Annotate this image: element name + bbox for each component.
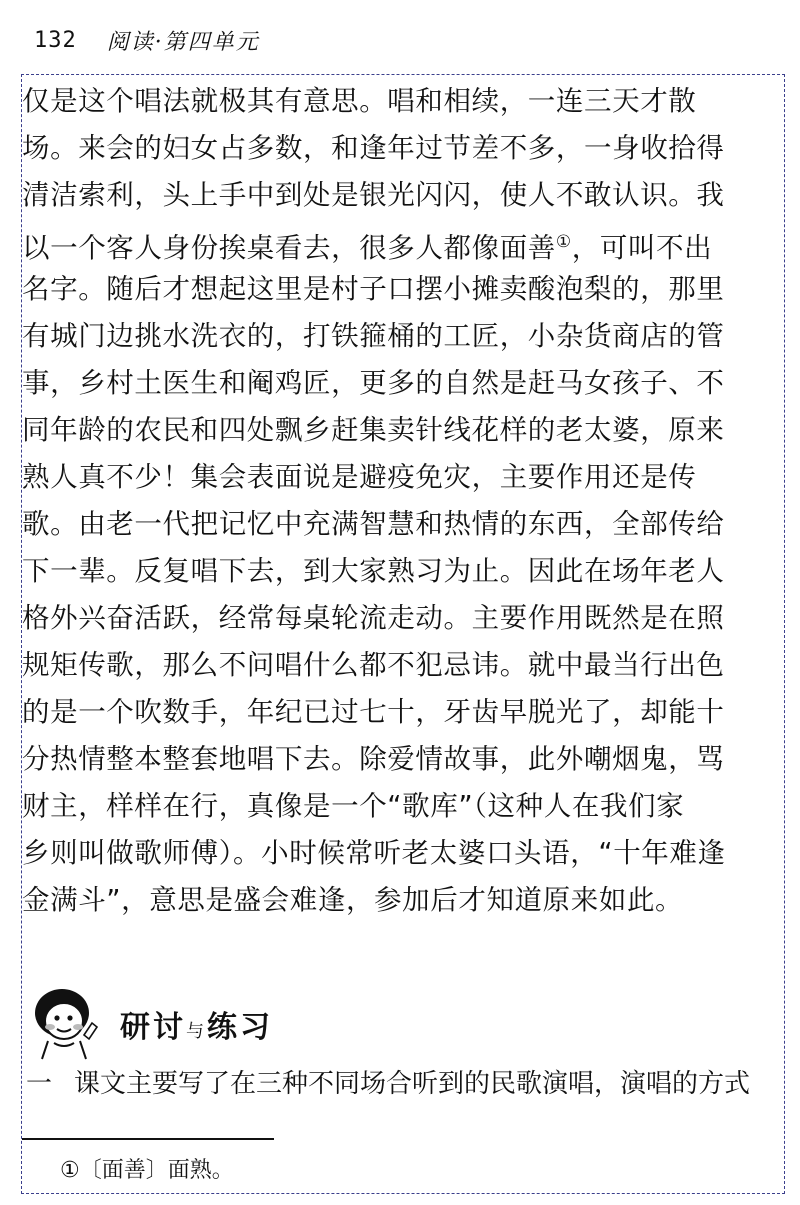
footnote-marker[interactable]: ① (555, 232, 572, 252)
text-line: 下一辈。反复唱下去，到大家熟习为止。因此在场年老人 (22, 555, 725, 587)
text-line: 清洁索利，头上手中到处是银光闪闪，使人不敢认识。我 (22, 179, 725, 211)
text-line: 事，乡村土医生和阉鸡匠，更多的自然是赶马女孩子、不 (22, 367, 725, 399)
text-line: 有城门边挑水洗衣的，打铁箍桶的工匠，小杂货商店的管 (22, 320, 725, 352)
text-line: 的是一个吹数手，年纪已过七十，牙齿早脱光了，却能十 (22, 696, 725, 728)
page-header (34, 22, 260, 58)
page-number: 132 (34, 27, 77, 53)
footnote-text: 〔面善〕面熟。 (79, 1158, 234, 1183)
text-line: 同年龄的农民和四处飘乡赶集卖针线花样的老太婆，原来 (22, 414, 725, 446)
text-line-tail: ，可叫不出 (571, 232, 713, 264)
text-line-head: 以一个客人身份挨桌看去，很多人都像面善 (22, 232, 556, 264)
text-line: 仅是这个唱法就极其有意思。唱和相续，一连三天才散 (22, 85, 697, 117)
text-line: 金满斗”，意思是盛会难逢，参加后才知道原来如此。 (22, 884, 684, 916)
exercise-title: 研讨与练习 (120, 1010, 273, 1045)
text-line: 熟人真不少！集会表面说是避疫免灾，主要作用还是传 (22, 461, 697, 493)
text-line: 规矩传歌，那么不问唱什么都不犯忌讳。就中最当行出色 (22, 649, 725, 681)
text-line: 财主，样样在行，真像是一个“歌库”（这种人在我们家 (22, 790, 685, 822)
text-line-with-footnote (22, 219, 784, 266)
text-line: 场。来会的妇女占多数，和逢年过节差不多，一身收拾得 (22, 132, 725, 164)
exercise-question (26, 1064, 784, 1104)
exercise-header (26, 985, 273, 1063)
text-line: 名字。随后才想起这里是村子口摆小摊卖酸泡梨的，那里 (22, 273, 725, 305)
text-line: 歌。由老一代把记忆中充满智慧和热情的东西，全部传给 (22, 508, 725, 540)
text-line: 乡则叫做歌师傅）。小时候常听老太婆口头语，“十年难逢 (22, 837, 726, 869)
question-number: 一 (26, 1069, 53, 1099)
text-line: 分热情整本整套地唱下去。除爱情故事，此外嘲烟鬼，骂 (22, 743, 725, 775)
body-text (22, 78, 784, 924)
section-title: 阅读·第四单元 (106, 29, 260, 55)
text-line: 格外兴奋活跃，经常每桌轮流走动。主要作用既然是在照 (22, 602, 725, 634)
question-text: 课文主要写了在三种不同场合听到的民歌演唱，演唱的方式 (74, 1069, 751, 1099)
footnote (60, 1156, 234, 1186)
student-mascot-icon (26, 985, 106, 1063)
footnote-marker-label: ① (60, 1158, 80, 1183)
footnote-rule (22, 1138, 274, 1140)
